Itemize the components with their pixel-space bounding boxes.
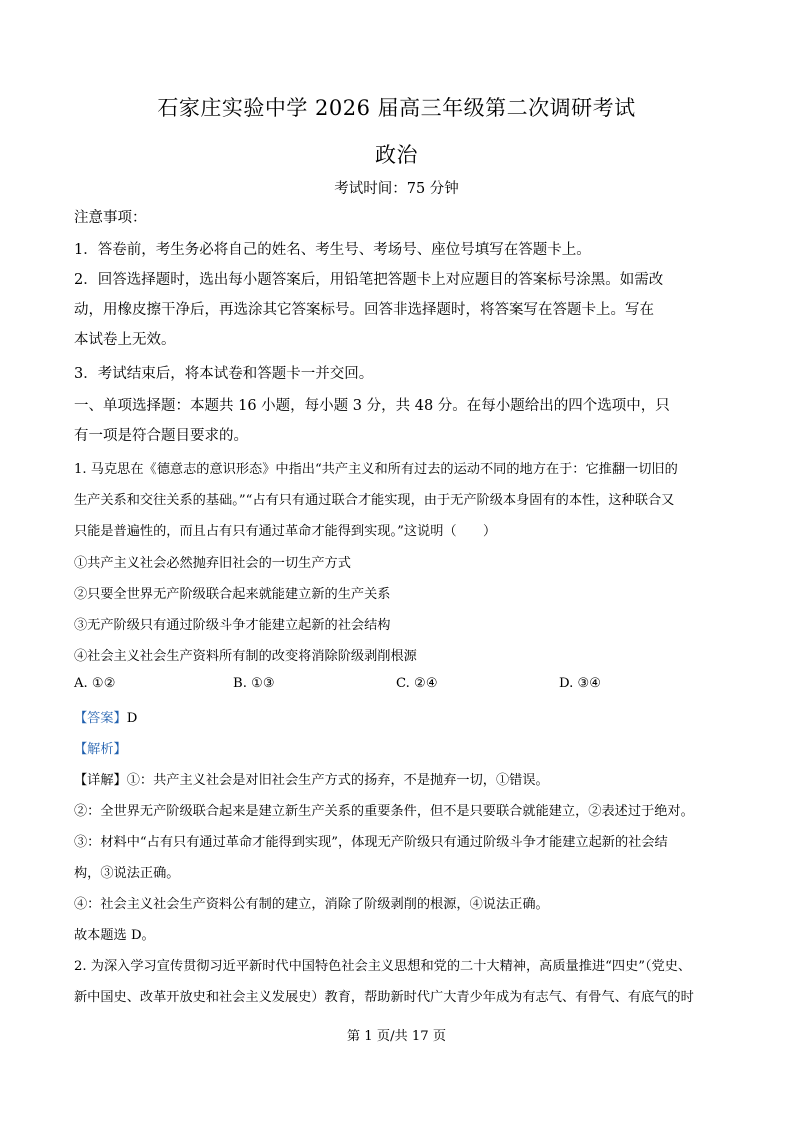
q1-analysis [74, 734, 734, 765]
q1-detail-line [74, 765, 734, 796]
q1-detail-line: ③：材料中“占有只有通过革命才能得到实现”，体现无产阶级只有通过阶级斗争才能建立起新的社会结 [74, 835, 668, 850]
exam-subject: 政治 [375, 143, 418, 167]
q1-stem-line: 1. 马克思在《德意志的意识形态》中指出“共产主义和所有过去的运动不同的地方在于：它推翻一切旧的 [74, 462, 678, 477]
q1-option-c: C. ②④ [396, 676, 438, 691]
section-heading-cont: 有一项是符合题目要求的。 [74, 428, 248, 444]
notice-item: 本试卷上无效。 [74, 332, 176, 348]
answer-value: D [126, 711, 138, 726]
notice-item: 2．回答选择题时，选出每小题答案后，用铅笔把答题卡上对应题目的答案标号涂黑。如需改 [74, 272, 664, 288]
q1-stem-line: 生产关系和交往关系的基础。”“占有只有通过联合才能实现，由于无产阶级本身固有的本性，这种联合又 [74, 493, 675, 508]
exam-title: 石家庄实验中学 2026 届高三年级第二次调研考试 [157, 96, 636, 120]
notice-item: 动，用橡皮擦干净后，再选涂其它答案标号。回答非选择题时，将答案写在答题卡上。写在 [74, 302, 654, 318]
q1-option-b: B. ①③ [233, 676, 275, 691]
q1-option-d: D. ③④ [559, 676, 602, 691]
notice-item: 1．答卷前，考生务必将自己的姓名、考生号、考场号、座位号填写在答题卡上。 [74, 242, 591, 258]
exam-time: 考试时间：75 分钟 [334, 181, 459, 197]
q1-option-a: A. ①② [74, 676, 116, 691]
section-heading: 一、单项选择题：本题共 16 小题，每小题 3 分，共 48 分。在每小题给出的四个选项中，只 [74, 398, 670, 414]
q1-statement: ①共产主义社会必然抛弃旧社会的一切生产方式 [74, 556, 351, 571]
q2-stem-line: 2. 为深入学习宣传贯彻习近平新时代中国特色社会主义思想和党的二十大精神，高质量推进“四史”（党史、 [74, 959, 692, 974]
q1-detail-line: 构，③说法正确。 [74, 866, 180, 881]
notice-item: 3．考试结束后，将本试卷和答题卡一并交回。 [74, 366, 374, 382]
detail-text: ①：共产主义社会是对旧社会生产方式的扬弃，不是抛弃一切，①错误。 [126, 773, 549, 788]
q1-detail-line: ④：社会主义社会生产资料公有制的建立，消除了阶级剥削的根源，④说法正确。 [74, 897, 549, 912]
q1-statement: ③无产阶级只有通过阶级斗争才能建立起新的社会结构 [74, 618, 391, 633]
q2-stem-line: 新中国史、改革开放史和社会主义发展史）教育，帮助新时代广大青少年成为有志气、有骨气、有底气的时 [74, 990, 694, 1005]
page-number: 第 1 页/共 17 页 [346, 1029, 447, 1044]
q1-answer [74, 703, 734, 734]
detail-label: 【详解】 [74, 773, 127, 788]
notice-heading: 注意事项： [74, 210, 147, 226]
analysis-label: 【解析】 [74, 742, 127, 757]
q1-statement: ④社会主义社会生产资料所有制的改变将消除阶级剥削根源 [74, 649, 417, 664]
q1-detail-line: 故本题选 D。 [74, 928, 155, 943]
q1-detail-line: ②：全世界无产阶级联合起来是建立新生产关系的重要条件，但不是只要联合就能建立，②表述过于绝对。 [74, 804, 694, 819]
answer-label: 【答案】 [74, 711, 127, 726]
q1-stem-line: 只能是普遍性的，而且占有只有通过革命才能得到实现。”这说明（ ） [74, 524, 497, 539]
q1-statement: ②只要全世界无产阶级联合起来就能建立新的生产关系 [74, 587, 391, 602]
